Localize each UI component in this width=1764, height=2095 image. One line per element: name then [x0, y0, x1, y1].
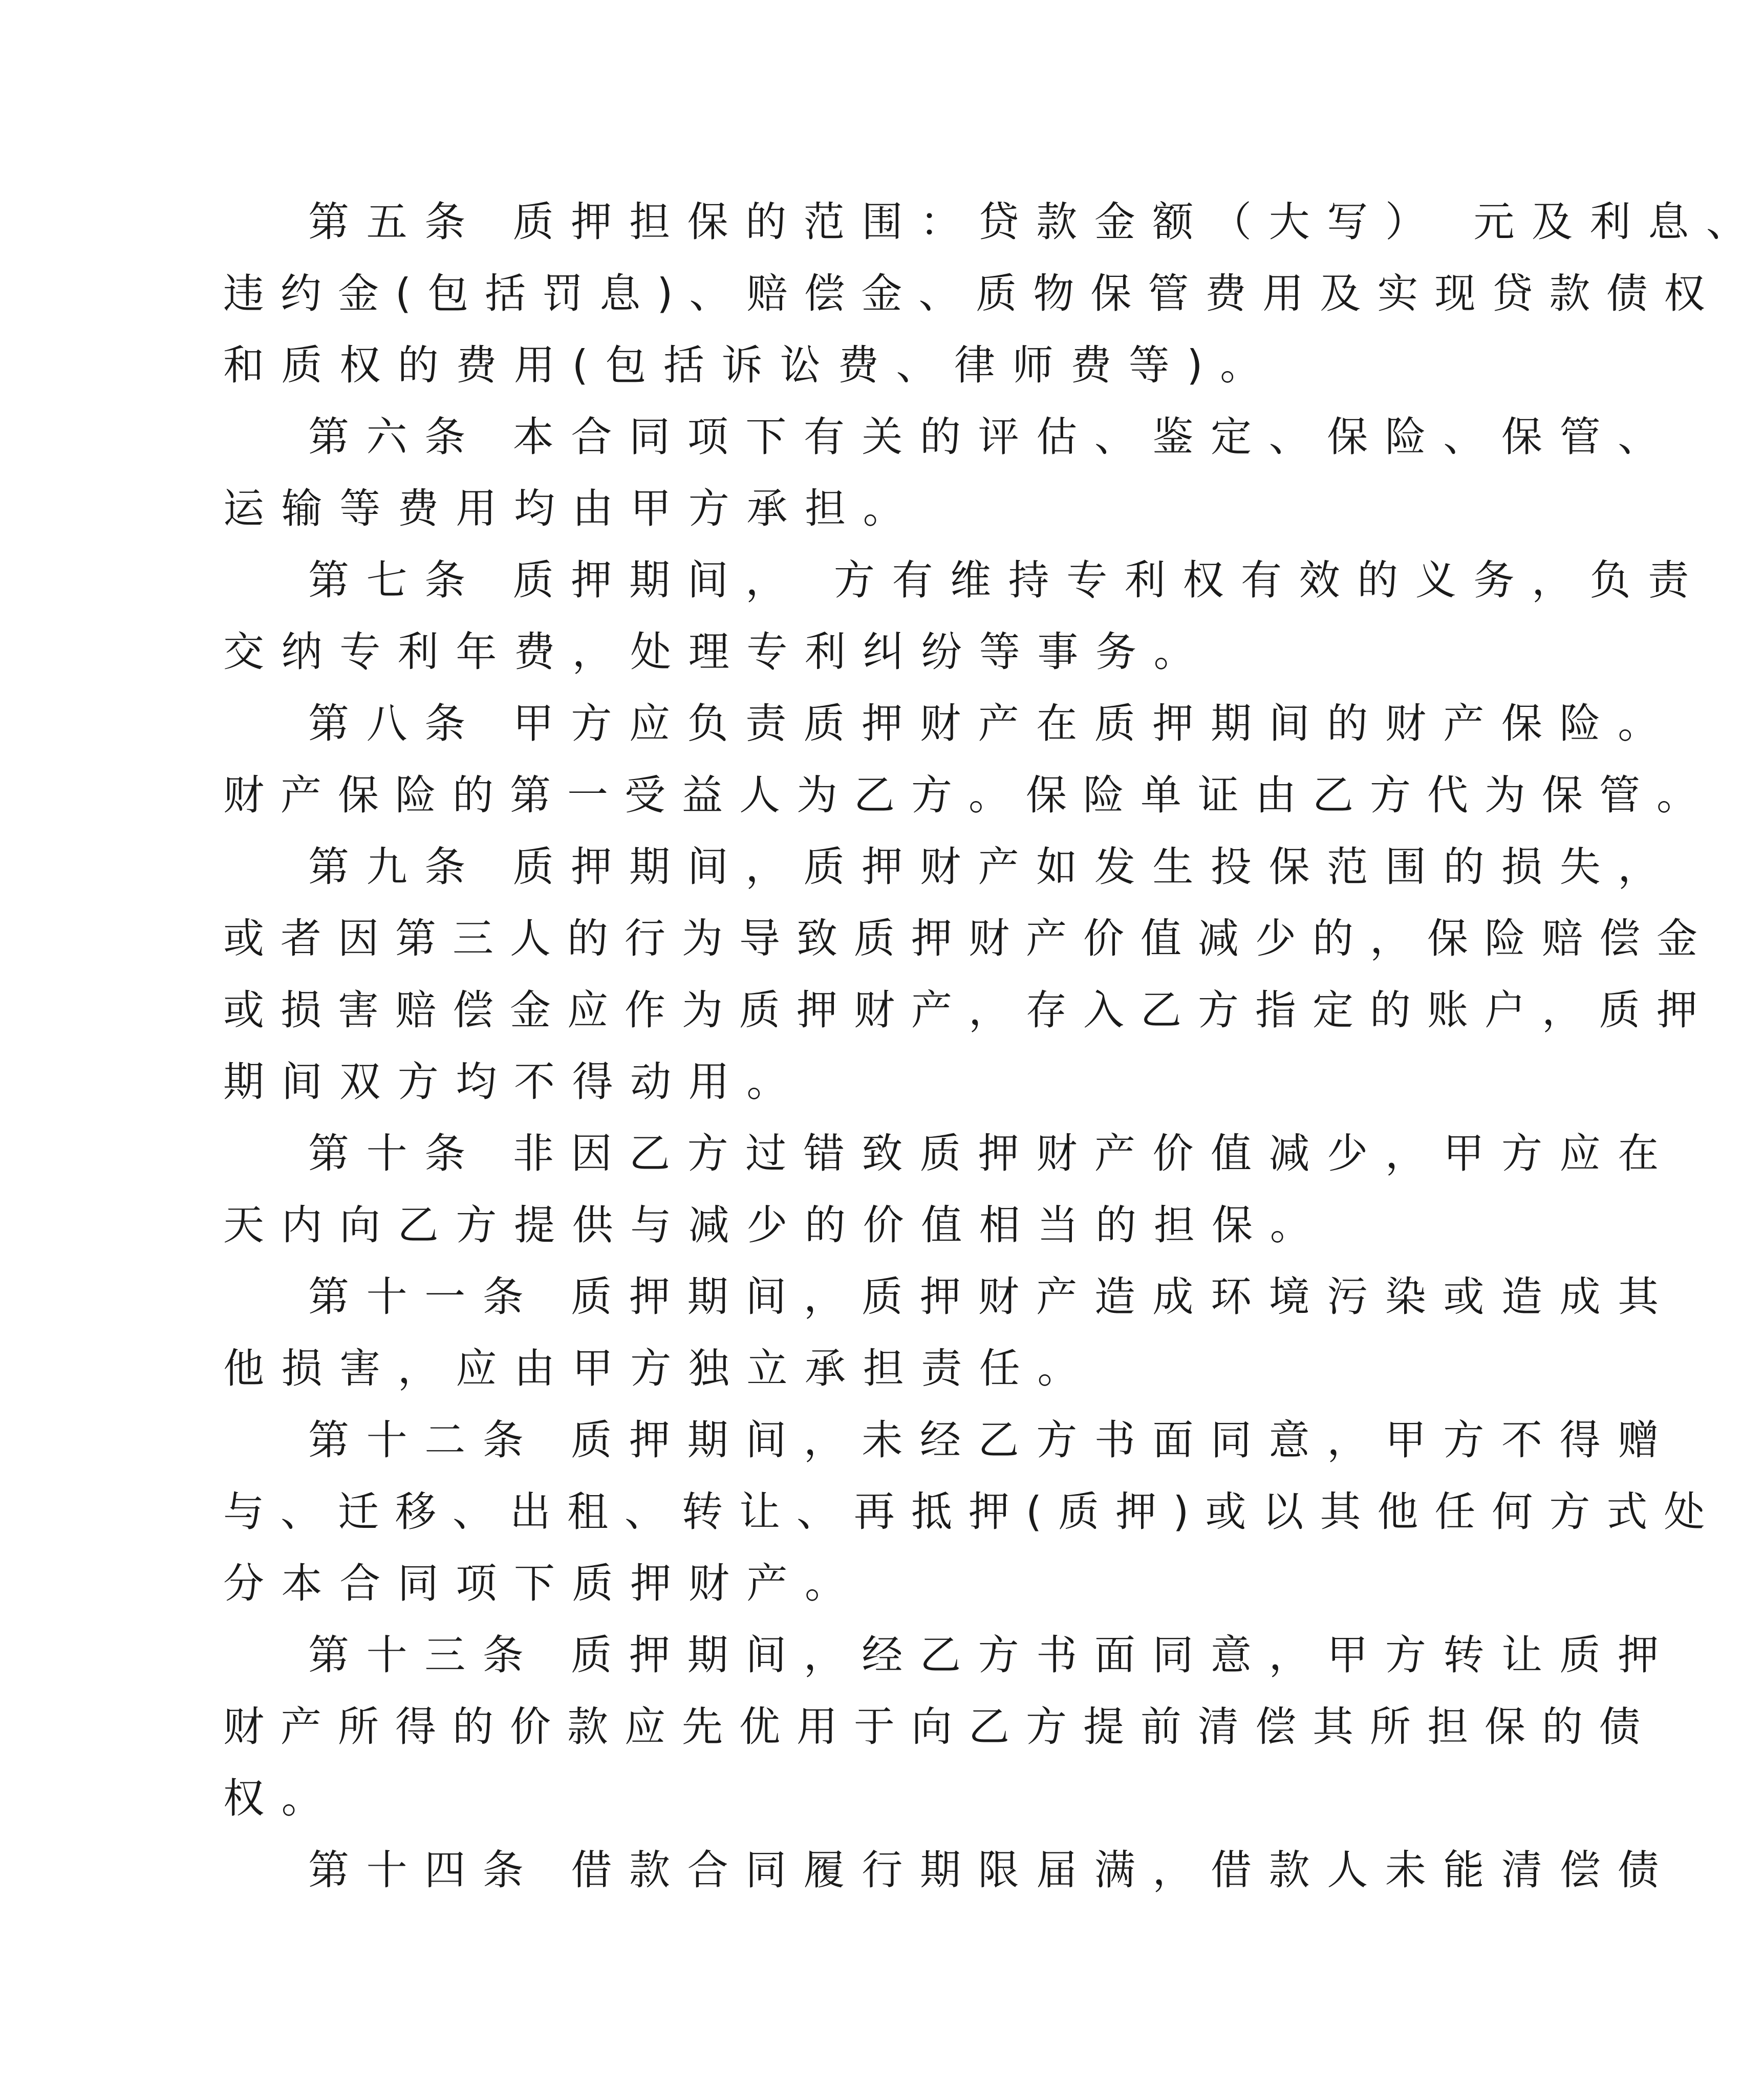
- text-line: 违约金(包括罚息)、赔偿金、质物保管费用及实现贷款债权: [223, 270, 1722, 317]
- text-line: 或者因第三人的行为导致质押财产价值减少的，保险赔偿金: [223, 915, 1714, 962]
- text-line: 第十四条 借款合同履行期限届满，借款人未能清偿债: [308, 1846, 1676, 1894]
- text-line: 第九条 质押期间，质押财产如发生投保范围的损失，: [308, 843, 1676, 891]
- text-line: 第十二条 质押期间，未经乙方书面同意，甲方不得赠: [308, 1416, 1676, 1464]
- text-line: 或损害赔偿金应作为质押财产，存入乙方指定的账户，质押: [223, 986, 1714, 1034]
- text-line: 他损害，应由甲方独立承担责任。: [223, 1345, 1095, 1392]
- text-line: 第七条 质押期间， 方有维持专利权有效的义务，负责: [308, 556, 1706, 604]
- text-line: 交纳专利年费，处理专利纠纷等事务。: [223, 628, 1212, 676]
- text-line: 期间双方均不得动用。: [223, 1058, 805, 1106]
- text-line: 天内向乙方提供与减少的价值相当的担保。: [223, 1201, 1328, 1249]
- text-line: 和质权的费用(包括诉讼费、律师费等)。: [223, 341, 1278, 389]
- text-line: 第十一条 质押期间，质押财产造成环境污染或造成其: [308, 1273, 1676, 1321]
- text-line: 分本合同项下质押财产。: [223, 1560, 863, 1607]
- text-line: 财产保险的第一受益人为乙方。保险单证由乙方代为保管。: [223, 771, 1714, 819]
- text-line: 第十条 非因乙方过错致质押财产价值减少，甲方应在: [308, 1130, 1676, 1177]
- text-line: 权。: [223, 1775, 340, 1822]
- text-line: 财产所得的价款应先优用于向乙方提前清偿其所担保的债: [223, 1703, 1657, 1751]
- text-line: 第十三条 质押期间，经乙方书面同意，甲方转让质押: [308, 1631, 1676, 1679]
- text-line: 运输等费用均由甲方承担。: [223, 485, 921, 532]
- text-line: 第五条 质押担保的范围：贷款金额（大写） 元及利息、: [308, 198, 1764, 246]
- text-line: 与、迁移、出租、转让、再抵押(质押)或以其他任何方式处: [223, 1488, 1722, 1536]
- text-line: 第六条 本合同项下有关的评估、鉴定、保险、保管、: [308, 413, 1676, 461]
- text-line: 第八条 甲方应负责质押财产在质押期间的财产保险。: [308, 700, 1676, 747]
